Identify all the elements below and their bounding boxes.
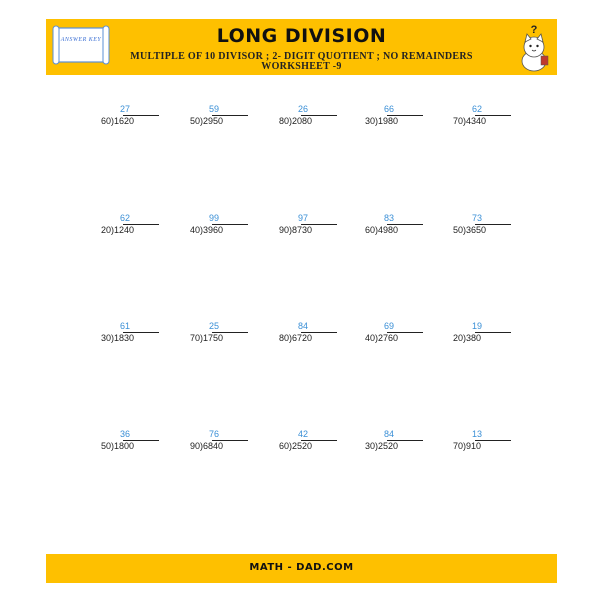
division-problem [453,104,513,134]
divisor-dividend: 20)380 [453,333,482,343]
divisor-dividend: 70)4340 [453,116,487,126]
division-problem [365,213,425,243]
division-problem [101,213,161,243]
division-problem [101,321,161,351]
division-problem [365,429,425,459]
svg-text:?: ? [530,24,538,36]
answer-key-label: ANSWER KEY [60,37,102,43]
cat-mascot-icon [514,23,554,73]
divisor-dividend: 50)3650 [453,225,487,235]
quotient-answer: 62 [471,104,482,114]
worksheet-header [46,19,557,75]
division-problem [190,429,250,459]
division-problem [365,104,425,134]
division-problem [365,321,425,351]
page-title: LONG DIVISION [216,25,387,47]
division-problem [101,429,161,459]
division-problem [279,429,339,459]
divisor-dividend: 70)1750 [190,333,224,343]
page-subtitle: MULTIPLE OF 10 DIVISOR ; 2- DIGIT QUOTIENT ; NO REMAINDERS [130,51,473,62]
quotient-answer: 73 [471,213,482,223]
quotient-answer: 84 [383,429,394,439]
divisor-dividend: 30)1830 [101,333,135,343]
quotient-answer: 84 [297,321,308,331]
quotient-answer: 83 [383,213,394,223]
quotient-answer: 26 [297,104,308,114]
division-problem [190,321,250,351]
division-problem [453,321,513,351]
divisor-dividend: 30)2520 [365,441,399,451]
division-problem [279,104,339,134]
divisor-dividend: 40)2760 [365,333,399,343]
divisor-dividend: 30)1980 [365,116,399,126]
divisor-dividend: 60)2520 [279,441,313,451]
divisor-dividend: 90)6840 [190,441,224,451]
division-problem [453,429,513,459]
quotient-answer: 25 [208,321,219,331]
division-problem [453,213,513,243]
quotient-answer: 99 [208,213,219,223]
divisor-dividend: 80)2080 [279,116,313,126]
quotient-answer: 62 [119,213,130,223]
worksheet-footer [46,554,557,583]
divisor-dividend: 60)1620 [101,116,135,126]
quotient-answer: 42 [297,429,308,439]
quotient-answer: 59 [208,104,219,114]
quotient-answer: 61 [119,321,130,331]
quotient-answer: 97 [297,213,308,223]
divisor-dividend: 90)8730 [279,225,313,235]
division-problem [279,213,339,243]
division-problem [190,213,250,243]
quotient-answer: 66 [383,104,394,114]
quotient-answer: 69 [383,321,394,331]
divisor-dividend: 40)3960 [190,225,224,235]
quotient-answer: 19 [471,321,482,331]
divisor-dividend: 50)1800 [101,441,135,451]
divisor-dividend: 70)910 [453,441,482,451]
divisor-dividend: 50)2950 [190,116,224,126]
division-problem [190,104,250,134]
quotient-answer: 13 [471,429,482,439]
divisor-dividend: 80)6720 [279,333,313,343]
divisor-dividend: 60)4980 [365,225,399,235]
quotient-answer: 27 [119,104,130,114]
division-problem [101,104,161,134]
divisor-dividend: 20)1240 [101,225,135,235]
site-name: MATH - DAD.COM [249,562,354,573]
quotient-answer: 36 [119,429,130,439]
division-problem [279,321,339,351]
worksheet-number: WORKSHEET -9 [261,61,342,72]
quotient-answer: 76 [208,429,219,439]
